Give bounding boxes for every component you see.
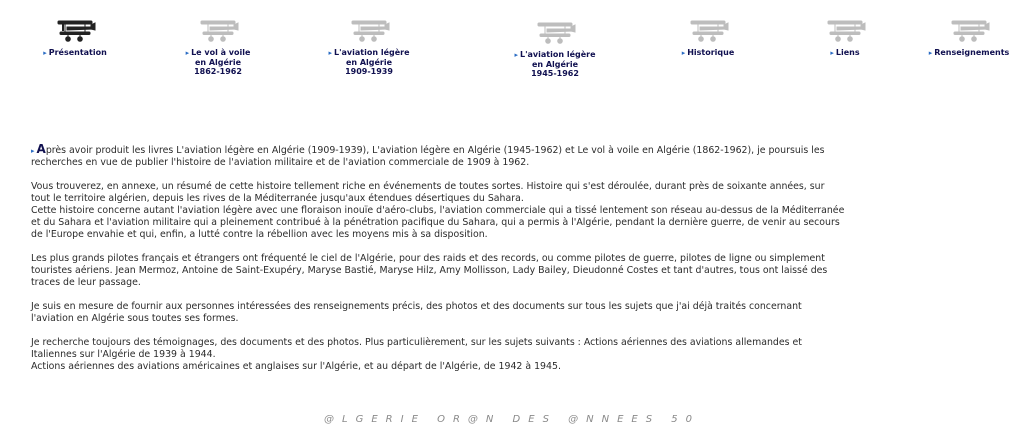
biplane-icon [196, 18, 240, 44]
biplane-icon [947, 18, 991, 44]
biplane-icon [347, 18, 391, 44]
triangle-bullet-icon: ▸ [928, 49, 933, 57]
triangle-bullet-icon: ▸ [681, 49, 686, 57]
main-content [31, 143, 983, 385]
nav-item-liens[interactable] [790, 18, 900, 58]
paragraph-information: Je suis en mesure de fournir aux personnes intéressées des renseignements précis, des photos et des documents sur tous les sujets que j'ai déjà traités concernant l'aviation en Algérie sous toutes ses formes. [31, 301, 802, 324]
triangle-bullet-icon: ▸ [328, 49, 332, 57]
biplane-icon [686, 18, 730, 44]
dropcap: A [36, 142, 46, 156]
nav-item-vol-a-voile[interactable] [163, 18, 273, 76]
nav-label: ▸ Historique [681, 48, 735, 57]
nav-item-renseignements[interactable] [914, 18, 1024, 58]
paragraph-intro: ▸ Après avoir produit les livres L'aviation légère en Algérie (1909-1939), L'aviation légère en Algérie (1945-1962) et Le vol à voile en Algérie (1862-1962), je poursuis les recherches en vue de publier l'histoire de l'aviation militaire et de l'aviation commerciale de 1909 à 1962. [31, 142, 825, 168]
nav-item-aviation-legere-1909[interactable] [314, 18, 424, 76]
triangle-bullet-icon: ▸ [514, 51, 518, 59]
nav-label: ▸ Liens [830, 48, 860, 57]
nav-label: ▸ L'aviation légère en Algérie 1945-1962 [514, 50, 596, 78]
biplane-icon [533, 20, 577, 46]
triangle-bullet-icon: ▸ [185, 49, 190, 57]
nav-label: ▸ Le vol à voile en Algérie 1862-1962 [185, 48, 251, 76]
biplane-icon [53, 18, 97, 44]
biplane-icon [823, 18, 867, 44]
nav-item-aviation-legere-1945[interactable] [500, 20, 610, 78]
nav-item-historique[interactable] [653, 18, 763, 58]
nav-label: ▸ L'aviation légère en Algérie 1909-1939 [328, 48, 410, 76]
triangle-bullet-icon: ▸ [830, 49, 834, 57]
triangle-bullet-icon: ▸ [43, 49, 47, 57]
footer-signature: @LGERIE OR@N DES @NNEES 50 [324, 414, 700, 425]
paragraph-research: Je recherche toujours des témoignages, des documents et des photos. Plus particulièrement, sur les sujets suivants : Actions aériennes des aviations allemandes et Italiennes sur l'Algérie de 1939 à 1944. Actions aériennes des aviations américaines et anglaises sur l'Algérie, et au départ de l'Algérie, de 1942 à 1945. [31, 337, 802, 372]
paragraph-pilots: Les plus grands pilotes français et étrangers ont fréquenté le ciel de l'Algérie, pour des raids et des records, ou comme pilotes de guerre, pilotes de ligne ou simplement touristes aériens. Jean Mermoz, Antoine de Saint-Exupéry, Maryse Bastié, Maryse Hilz, Amy Mollisson, Lady Bailey, Dieudonné Costes et tant d'autres, tous ont laissé des traces de leur passage. [31, 253, 828, 288]
nav-label: ▸ Présentation [43, 48, 107, 57]
nav-item-presentation[interactable] [20, 18, 130, 58]
nav-label: ▸ Renseignements [928, 48, 1010, 57]
triangle-bullet-icon: ▸ [31, 147, 35, 155]
paragraph-summary: Vous trouverez, en annexe, un résumé de cette histoire tellement riche en événements de toutes sortes. Histoire qui s'est déroulée, durant près de soixante années, sur tout le territoire algérien, depuis les rives de la Méditerranée jusqu'aux étendues désertiques du Sahara. Cette histoire concerne autant l'aviation légère avec une floraison inouïe d'aéro-clubs, l'aviation commerciale qui a tissé lentement son réseau au-dessus de la Méditerranée et du Sahara et l'aviation militaire qui a pleinement contribué à la pénétration pacifique du Sahara, qui a permis à l'Algérie, pendant la dernière guerre, de venir au secours de l'Europe envahie et qui, enfin, a lutté contre la rébellion avec les moyens mis à sa disposition. [31, 181, 845, 240]
top-navigation [0, 0, 1024, 95]
